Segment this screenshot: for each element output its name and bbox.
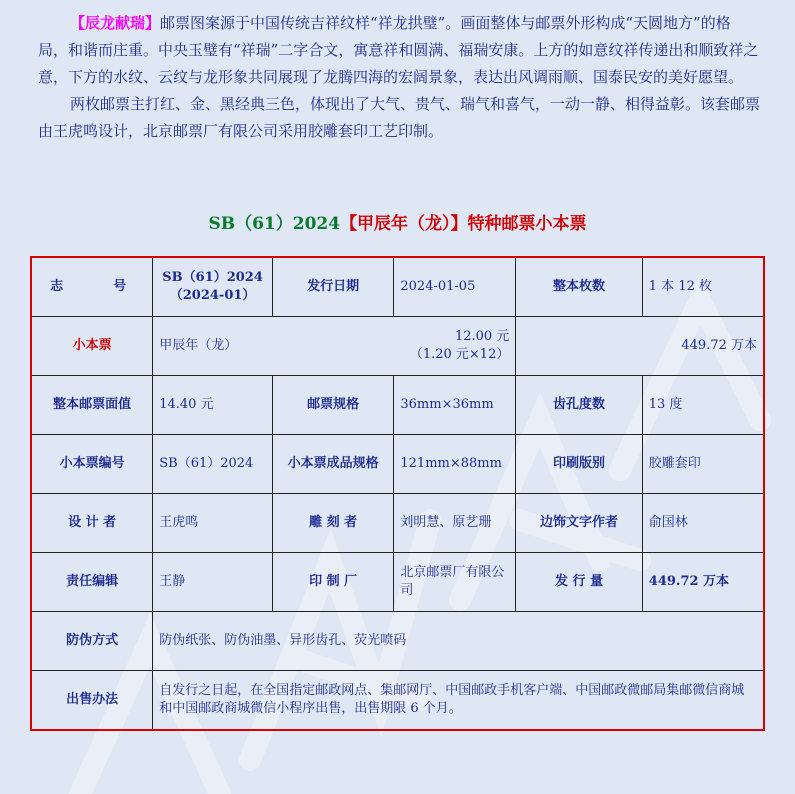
label-anti-counterfeit: 防伪方式 xyxy=(31,612,153,671)
table-row xyxy=(31,376,764,435)
booklet-price xyxy=(410,328,510,364)
intro-paragraph-1-text: 邮票图案源于中国传统吉祥纹样“祥龙拱璧”。画面整体与邮票外形构成“天圆地方”的格局，和谐而庄重。中央玉璧有“祥瑞”二字合文，寓意祥和圆满、福瑞安康。上方的如意纹祥传递出和顺致祥之意，下方的水纹、云纹与龙形象共同展现了龙腾四海的宏阔景象，表达出风调雨顺、国泰民安的美好愿望。 xyxy=(38,14,759,86)
label-stamp-size: 邮票规格 xyxy=(272,376,393,435)
title-issue-number: SB（61）2024 xyxy=(208,214,341,234)
value-perforation: 13 度 xyxy=(642,376,764,435)
label-issue-date: 发行日期 xyxy=(272,257,393,317)
label-designer: 设 计 者 xyxy=(31,494,153,553)
label-issue-quantity: 发 行 量 xyxy=(516,553,642,612)
value-issue-quantity: 449.72 万本 xyxy=(642,553,764,612)
label-booklet: 小本票 xyxy=(31,317,153,376)
intro-highlight: 【辰龙献瑞】 xyxy=(70,14,161,32)
table-row xyxy=(31,494,764,553)
value-issue-number xyxy=(153,257,273,317)
label-perforation: 齿孔度数 xyxy=(516,376,642,435)
value-editor: 王静 xyxy=(153,553,273,612)
label-booklet-size: 小本票成品规格 xyxy=(272,435,393,494)
intro-paragraph-1 xyxy=(38,10,760,91)
value-booklet-size: 121mm×88mm xyxy=(394,435,516,494)
label-stamps-per-booklet: 整本枚数 xyxy=(516,257,642,317)
label-sales-method: 出售办法 xyxy=(31,671,153,731)
value-face-value: 14.40 元 xyxy=(153,376,273,435)
label-printer: 印 制 厂 xyxy=(272,553,393,612)
issue-number-line-2: （2024-01） xyxy=(169,288,256,303)
page-title xyxy=(0,210,795,238)
value-engraver: 刘明慧、原艺珊 xyxy=(394,494,516,553)
value-anti-counterfeit: 防伪纸张、防伪油墨、异形齿孔、荧光喷码 xyxy=(153,612,764,671)
value-stamps-per-booklet: 1 本 12 枚 xyxy=(642,257,764,317)
booklet-price-total: 12.00 元 xyxy=(454,329,510,344)
intro-paragraph-2: 两枚邮票主打红、金、黑经典三色，体现出了大气、贵气、瑞气和喜气，一动一静、相得益彰。该套邮票由王虎鸣设计，北京邮票厂有限公司采用胶雕套印工艺印制。 xyxy=(38,95,761,140)
booklet-price-breakdown: （1.20 元×12） xyxy=(409,347,510,362)
table-row xyxy=(31,553,764,612)
label-face-value: 整本邮票面值 xyxy=(31,376,153,435)
value-printing-method: 胶雕套印 xyxy=(642,435,764,494)
label-issue-number: 志 号 xyxy=(31,257,153,317)
value-printer: 北京邮票厂有限公司 xyxy=(394,553,516,612)
stamp-info-table xyxy=(30,256,765,731)
value-sales-method: 自发行之日起，在全国指定邮政网点、集邮网厅、中国邮政手机客户端、中国邮政微邮局集邮微信商城和中国邮政商城微信小程序出售，出售期限 6 个月。 xyxy=(153,671,764,731)
intro-text xyxy=(38,10,760,145)
title-stamp-name: 【甲辰年（龙）】特种邮票小本票 xyxy=(340,214,587,234)
value-booklet-name xyxy=(153,317,516,376)
label-printing-method: 印刷版别 xyxy=(516,435,642,494)
label-engraver: 雕 刻 者 xyxy=(272,494,393,553)
table-row xyxy=(31,612,764,671)
value-designer: 王虎鸣 xyxy=(153,494,273,553)
value-booklet-number: SB（61）2024 xyxy=(153,435,273,494)
value-booklet-quantity: 449.72 万本 xyxy=(516,317,764,376)
value-border-text-author: 俞国林 xyxy=(642,494,764,553)
table-row xyxy=(31,435,764,494)
booklet-name: 甲辰年（龙） xyxy=(159,338,238,353)
issue-number-line-1: SB（61）2024 xyxy=(162,270,263,285)
label-editor: 责任编辑 xyxy=(31,553,153,612)
table-row xyxy=(31,257,764,317)
value-issue-date: 2024-01-05 xyxy=(394,257,516,317)
table-row xyxy=(31,317,764,376)
label-booklet-number: 小本票编号 xyxy=(31,435,153,494)
table-row xyxy=(31,671,764,731)
label-border-text-author: 边饰文字作者 xyxy=(516,494,642,553)
value-stamp-size: 36mm×36mm xyxy=(394,376,516,435)
